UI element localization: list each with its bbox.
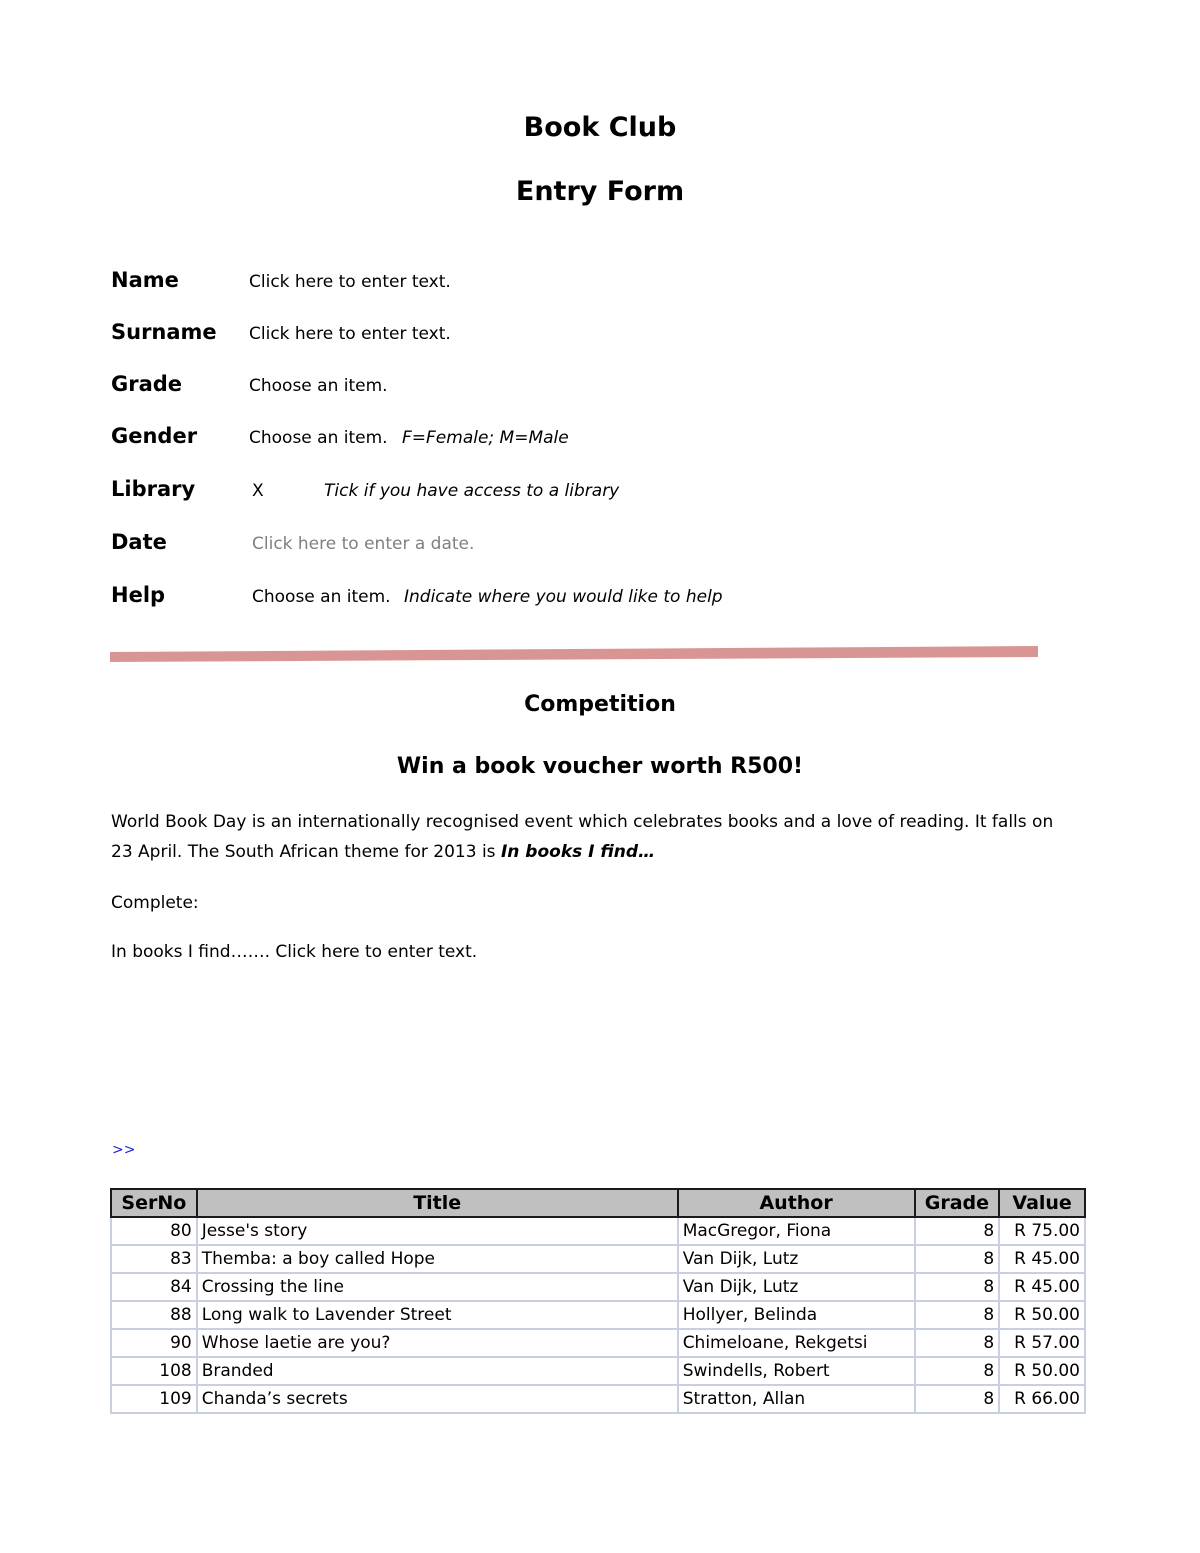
cell-title: Whose laetie are you? (197, 1329, 678, 1357)
table-row (111, 1357, 1085, 1385)
gender-dropdown[interactable]: Choose an item. (249, 428, 388, 448)
table-row (111, 1329, 1085, 1357)
library-label: Library (111, 477, 196, 501)
prompt-row (111, 937, 1091, 967)
cell-author: Hollyer, Belinda (678, 1301, 915, 1329)
cell-grade: 8 (915, 1245, 1000, 1273)
help-note: Indicate where you would like to help (404, 587, 723, 607)
gender-note: F=Female; M=Male (402, 428, 569, 448)
theme-text: In books I find… (500, 842, 656, 862)
cell-author: Stratton, Allan (678, 1385, 915, 1413)
complete-label: Complete: (111, 893, 199, 913)
grade-dropdown[interactable]: Choose an item. (249, 376, 388, 396)
library-checkbox[interactable]: X (252, 481, 264, 501)
cell-author: Van Dijk, Lutz (678, 1273, 915, 1301)
date-label: Date (111, 530, 167, 554)
table-row (111, 1273, 1085, 1301)
cell-title: Branded (197, 1357, 678, 1385)
cell-serno: 109 (111, 1385, 197, 1413)
expand-chevrons-icon[interactable]: >> (112, 1142, 136, 1158)
header-grade: Grade (915, 1189, 1000, 1217)
intro-line-2-text: 23 April. The South African theme for 2013 is (111, 842, 501, 862)
library-note: Tick if you have access to a library (324, 481, 620, 501)
page-title: Book Club (523, 112, 677, 143)
cell-serno: 80 (111, 1217, 197, 1245)
cell-grade: 8 (915, 1217, 1000, 1245)
prompt-label: In books I find……. (111, 942, 276, 962)
cell-grade: 8 (915, 1273, 1000, 1301)
table-row (111, 1385, 1085, 1413)
surname-label: Surname (111, 320, 217, 344)
cell-author: Van Dijk, Lutz (678, 1245, 915, 1273)
cell-grade: 8 (915, 1301, 1000, 1329)
cell-serno: 108 (111, 1357, 197, 1385)
cell-title: Themba: a boy called Hope (197, 1245, 678, 1273)
cell-author: Swindells, Robert (678, 1357, 915, 1385)
competition-intro (111, 807, 1091, 867)
cell-value: R 75.00 (999, 1217, 1085, 1245)
competition-prize: Win a book voucher worth R500! (396, 754, 804, 779)
book-table (110, 1188, 1086, 1414)
name-field[interactable]: Click here to enter text. (249, 272, 451, 292)
header-title: Title (197, 1189, 678, 1217)
gender-label: Gender (111, 424, 198, 448)
header-author: Author (678, 1189, 915, 1217)
cell-grade: 8 (915, 1385, 1000, 1413)
cell-serno: 84 (111, 1273, 197, 1301)
intro-line-2 (111, 837, 1091, 867)
cell-value: R 50.00 (999, 1301, 1085, 1329)
cell-author: Chimeloane, Rekgetsi (678, 1329, 915, 1357)
cell-value: R 57.00 (999, 1329, 1085, 1357)
cell-value: R 66.00 (999, 1385, 1085, 1413)
cell-serno: 88 (111, 1301, 197, 1329)
competition-heading: Competition (524, 692, 676, 717)
date-picker[interactable]: Click here to enter a date. (252, 534, 475, 554)
table-row (111, 1217, 1085, 1245)
cell-serno: 90 (111, 1329, 197, 1357)
grade-label: Grade (111, 372, 183, 396)
cell-title: Crossing the line (197, 1273, 678, 1301)
cell-value: R 45.00 (999, 1273, 1085, 1301)
cell-title: Long walk to Lavender Street (197, 1301, 678, 1329)
cell-grade: 8 (915, 1329, 1000, 1357)
cell-serno: 83 (111, 1245, 197, 1273)
header-value: Value (999, 1189, 1085, 1217)
help-label: Help (111, 583, 166, 607)
cell-value: R 50.00 (999, 1357, 1085, 1385)
intro-line-1: World Book Day is an internationally recognised event which celebrates books and a love of reading. It falls on (111, 812, 1054, 832)
prompt-input[interactable]: Click here to enter text. (275, 942, 478, 962)
section-divider (110, 645, 1038, 663)
table-row (111, 1301, 1085, 1329)
header-serno: SerNo (111, 1189, 197, 1217)
name-label: Name (111, 268, 179, 292)
help-dropdown[interactable]: Choose an item. (252, 587, 391, 607)
cell-grade: 8 (915, 1357, 1000, 1385)
page-subtitle: Entry Form (515, 176, 685, 207)
table-header-row (111, 1189, 1085, 1217)
cell-title: Jesse's story (197, 1217, 678, 1245)
table-row (111, 1245, 1085, 1273)
cell-title: Chanda’s secrets (197, 1385, 678, 1413)
cell-value: R 45.00 (999, 1245, 1085, 1273)
surname-field[interactable]: Click here to enter text. (249, 324, 451, 344)
cell-author: MacGregor, Fiona (678, 1217, 915, 1245)
